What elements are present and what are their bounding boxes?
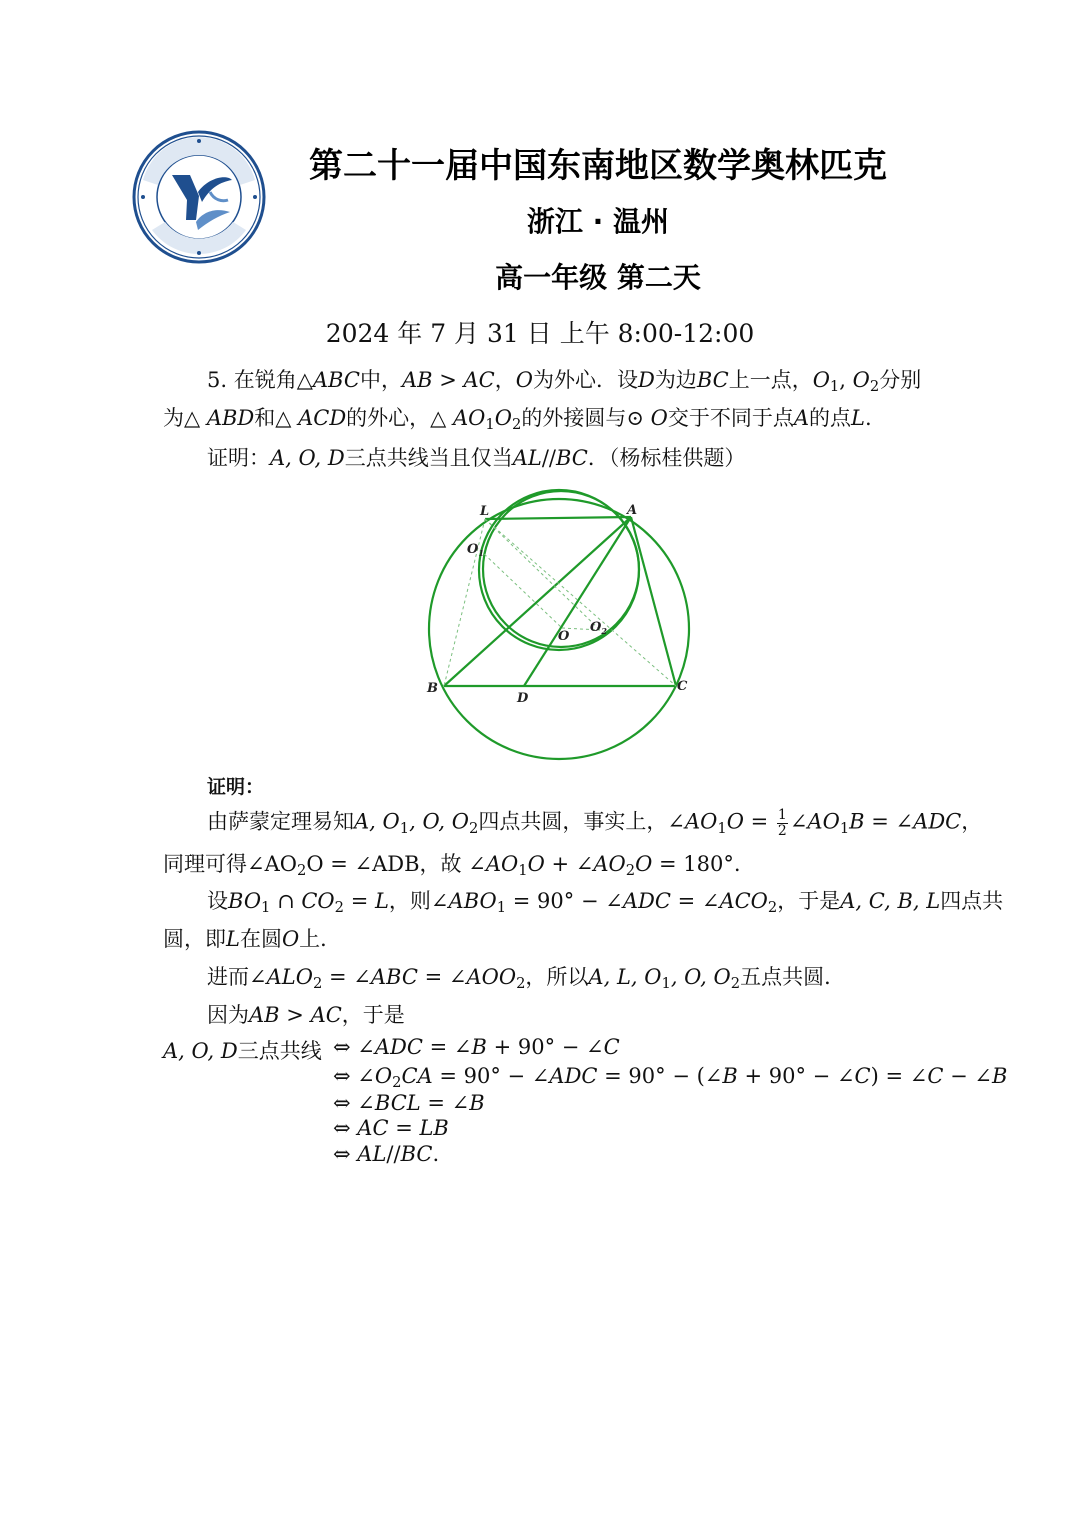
chain-label: A, O, D三点共线	[163, 1039, 322, 1063]
problem-number: 5.	[207, 368, 228, 392]
chain-step-5: ⇔ AL//BC.	[333, 1142, 440, 1166]
label-c: C	[677, 679, 688, 694]
label-l: L	[480, 504, 490, 519]
label-o: O	[558, 629, 570, 644]
geometry-figure	[420, 470, 700, 770]
problem-line-3: 证明：A, O, D三点共线当且仅当AL//BC．（杨标桂供题）	[207, 446, 746, 470]
proof-line-2: 同理可得$\angle AO_2O$ = ∠ADB，故 $\angle AO_1O$ + $\angle AO_2O = 180^\circ$.	[163, 852, 741, 880]
chain-step-3: ⇔ ∠BCL = ∠B	[333, 1091, 485, 1115]
dashed-l-c	[485, 519, 676, 686]
chain-step-4: ⇔ AC = LB	[333, 1116, 449, 1140]
chain-step-2: ⇔ $\angle O_2CA = 90^\circ$ − ∠ADC = 90° − (∠B + 90° − ∠C) = ∠C − ∠B	[333, 1064, 1008, 1092]
segment-la	[485, 517, 631, 519]
proof-line-6: 因为AB > AC，于是	[207, 1003, 405, 1027]
proof-heading: 证明：	[207, 776, 265, 798]
competition-title: 第二十一届中国东南地区数学奥林匹克	[309, 146, 887, 186]
location-subtitle: 浙江 · 温州	[526, 205, 670, 238]
proof-line-1: 由萨蒙定理易知A, $O_1$, O, $O_2$四点共圆，事实上，$\angle AO_1O$ = $\frac{1}{2}$ $\angle AO_1B$ = ∠ADC，	[207, 807, 983, 839]
label-o1: $O_1$	[467, 542, 484, 558]
grade-day-subtitle: 高一年级 第二天	[495, 261, 701, 294]
chain-step-1: ⇔ ∠ADC = ∠B + 90° − ∠C	[333, 1035, 620, 1059]
label-d: D	[517, 691, 529, 706]
dashed-l-o2	[485, 519, 600, 630]
segment-ad	[524, 517, 631, 686]
exam-time: 2024 年 7 月 31 日 上午 8:00-12:00	[325, 319, 755, 348]
proof-line-4: 圆，即L在圆O上．	[163, 927, 342, 951]
segment-ac	[631, 517, 676, 686]
label-a: A	[627, 503, 638, 518]
problem-line-2: 为△ ABD和△ ACD的外心，△ $AO_1O_2$的外接圆与⊙ O交于不同于点A的点L.	[163, 406, 872, 434]
dashed-lo1-b	[444, 519, 485, 686]
small-circle	[483, 491, 639, 647]
label-o2: $O_2$	[590, 620, 607, 636]
problem-line-1: 5. 在锐角△ABC中，AB > AC，O为外心．设D为边BC上一点，$O_1$, $O_2$分别	[207, 368, 922, 396]
label-b: B	[427, 681, 438, 696]
proof-line-3: 设$BO_1$ ∩ $CO_2 = L$，则$\angle ABO_1 = 90^\circ$ − ∠ADC = $\angle ACO_2$，于是A, C, B, L四点共	[207, 889, 1004, 917]
proof-line-5: 进而$\angle ALO_2$ = ∠ABC = $\angle AOO_2$，所以A, L, $O_1$, O, $O_2$五点共圆．	[207, 965, 846, 993]
